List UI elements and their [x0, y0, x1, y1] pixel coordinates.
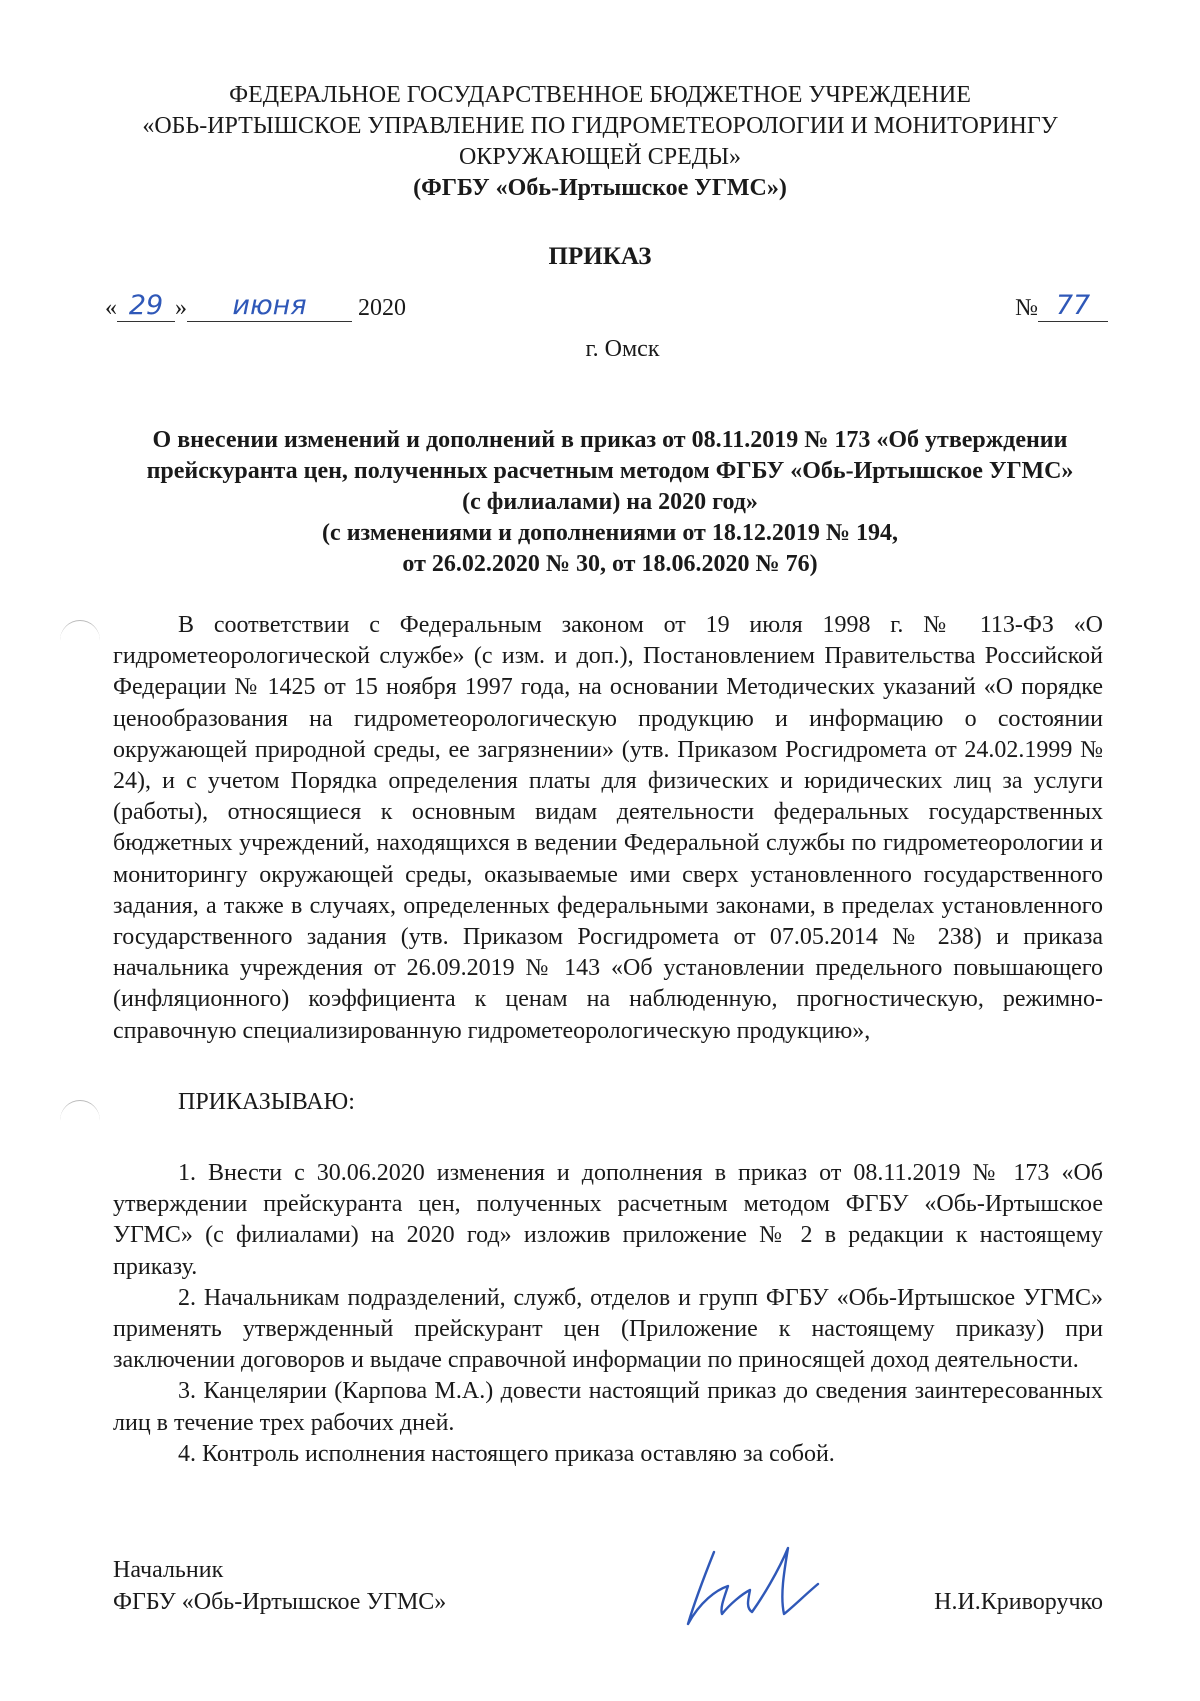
organization-header: [100, 80, 1100, 204]
handwritten-signature-icon: [676, 1542, 856, 1632]
number-field: [1038, 292, 1108, 322]
signatory-name: Н.И.Криворучко: [934, 1589, 1103, 1615]
date-day-field: [117, 292, 175, 322]
order-body: [113, 610, 1103, 1470]
header-line: ОКРУЖАЮЩЕЙ СРЕДЫ»: [458, 144, 742, 170]
date-month-field: [187, 292, 352, 322]
order-item: 4. Контроль исполнения настоящего приказа оставляю за собой.: [178, 1440, 835, 1467]
punch-hole-mark: [60, 1100, 100, 1141]
title-line: прейскуранта цен, полученных расчетным методом ФГБУ «Обь-Иртышское УГМС»: [146, 458, 1074, 484]
title-line: (с филиалами) на 2020 год»: [462, 489, 758, 515]
order-date: [105, 292, 406, 322]
order-item: 3. Канцелярии (Карпова М.А.) довести настоящий приказ до сведения заинтересованных лиц в течение трех рабочих дней.: [113, 1378, 1103, 1436]
header-line: «ОБЬ-ИРТЫШСКОЕ УПРАВЛЕНИЕ ПО ГИДРОМЕТЕОРОЛОГИИ И МОНИТОРИНГУ: [142, 113, 1058, 139]
date-month: июня: [232, 290, 307, 321]
date-year: 2020: [358, 295, 406, 321]
signatory-role: [113, 1554, 446, 1618]
punch-hole-mark: [60, 620, 100, 661]
title-line: от 26.02.2020 № 30, от 18.06.2020 № 76): [402, 551, 818, 577]
signatory-role-line: Начальник: [113, 1557, 224, 1583]
order-items: [113, 1158, 1103, 1470]
order-number: [1015, 292, 1108, 322]
city: г. Омск: [585, 336, 660, 362]
title-line: О внесении изменений и дополнений в приказ от 08.11.2019 № 173 «Об утверждении: [152, 427, 1068, 453]
number-value: 77: [1055, 290, 1091, 321]
document-type: ПРИКАЗ: [548, 243, 652, 270]
organization-abbreviation: (ФГБУ «Обь-Иртышское УГМС»): [413, 175, 787, 201]
header-line: ФЕДЕРАЛЬНОЕ ГОСУДАРСТВЕННОЕ БЮДЖЕТНОЕ УЧРЕЖДЕНИЕ: [229, 82, 971, 108]
date-day: 29: [128, 290, 164, 321]
preamble-paragraph: В соответствии с Федеральным законом от 19 июля 1998 г. № 113-ФЗ «О гидрометеорологической службе» (с изм. и доп.), Постановлением Правительства Российской Федерации № 1425 от 15 ноября 1997 года, на основании Методических указаний «О порядке ценообразования на гидрометеорологическую продукцию и информацию о состоянии окружающей природной среды, ее загрязнении» (утв. Приказом Росгидромета от 24.02.1999 № 24), и с учетом Порядка определения платы для физических и юридических лиц за услуги (работы), относящиеся к основным видам деятельности федеральных государственных бюджетных учреждений, находящихся в ведении Федеральной службы по гидрометеорологии и мониторингу окружающей среды, оказываемые ими сверх установленного государственного задания, а также в случаях, определенных федеральными законами, в пределах установленного государственного задания (утв. Приказом Росгидромета от 07.05.2014 № 238) и приказа начальника учреждения от 26.09.2019 № 143 «Об установлении предельного повышающего (инфляционного) коэффициента к ценам на наблюденную, прогностическую, режимно-справочную специализированную гидрометеорологическую продукцию»,: [113, 612, 1103, 1044]
date-open-quote: «: [105, 295, 117, 321]
order-item: 2. Начальникам подразделений, служб, отделов и групп ФГБУ «Обь-Иртышское УГМС» применять утвержденный прейскурант цен (Приложение к настоящему приказу) при заключении договоров и выдаче справочной информации по приносящей доход деятельности.: [113, 1284, 1103, 1374]
title-line: (с изменениями и дополнениями от 18.12.2019 № 194,: [322, 520, 898, 546]
date-close-quote: »: [175, 295, 187, 321]
order-item: 1. Внести с 30.06.2020 изменения и дополнения в приказ от 08.11.2019 № 173 «Об утверждении прейскуранта цен, полученных расчетным методом ФГБУ «Обь-Иртышское УГМС» (с филиалами) на 2020 год» изложив приложение № 2 в редакции к настоящему приказу.: [113, 1160, 1103, 1280]
order-word: ПРИКАЗЫВАЮ:: [178, 1088, 355, 1115]
order-title: [110, 425, 1110, 580]
number-label: №: [1015, 295, 1038, 321]
signatory-role-line: ФГБУ «Обь-Иртышское УГМС»: [113, 1589, 447, 1615]
